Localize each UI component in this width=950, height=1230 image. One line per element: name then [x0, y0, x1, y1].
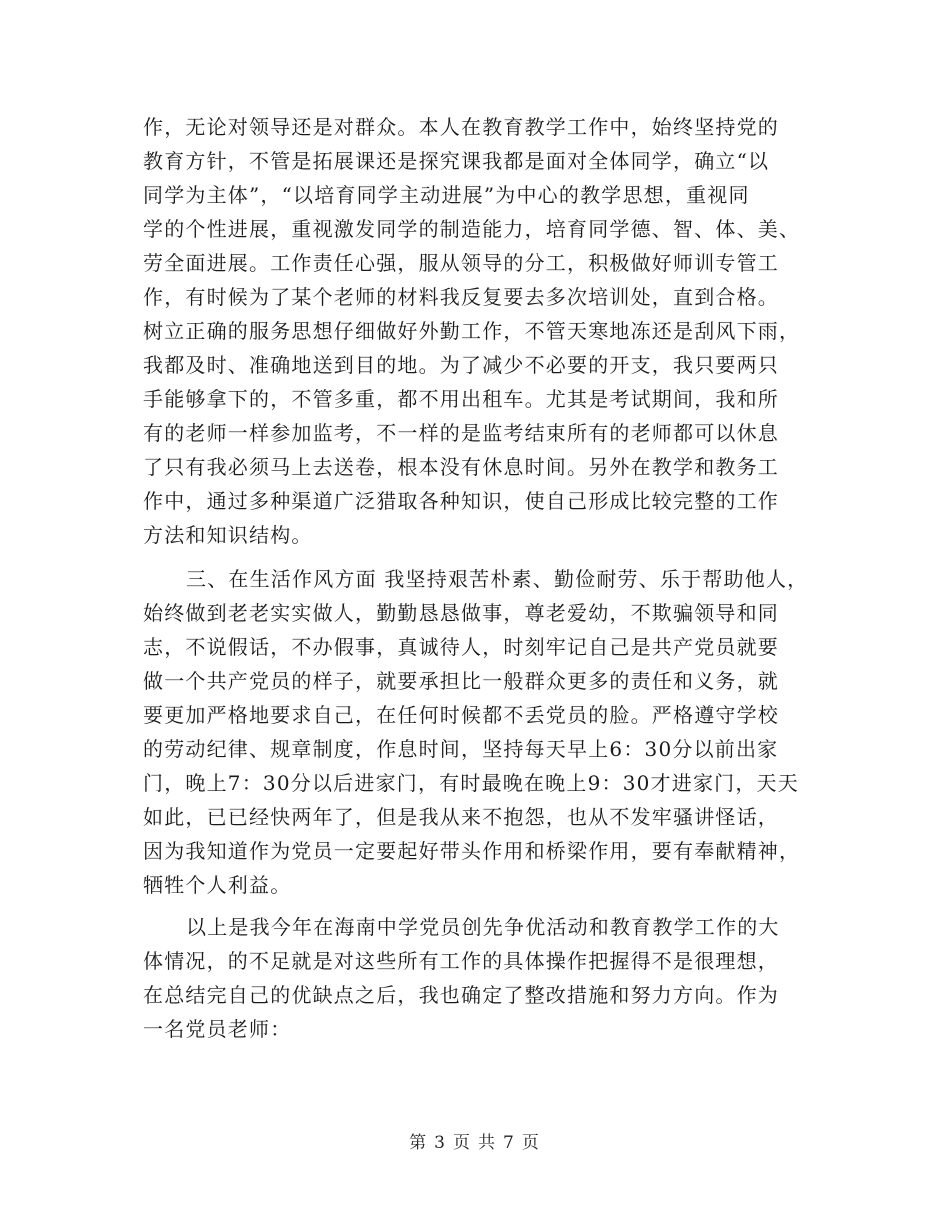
paragraph-line: 作，有时候为了某个老师的材料我反复要去多次培训处，直到合格。 — [143, 285, 779, 309]
paragraph-line: 学的个性进展，重视激发同学的制造能力，培育同学德、智、体、美、 — [143, 217, 801, 241]
page-number-current: 3 — [434, 1133, 447, 1153]
paragraph-line: 要更加严格地要求自己，在任何时候都不丢党员的脸。严格遵守学校 — [143, 703, 779, 727]
paragraph-line: 的劳动纪律、规章制度，作息时间，坚持每天早上6：30分以前出家 — [143, 737, 779, 761]
paragraph-line: 了只有我必须马上去送卷，根本没有休息时间。另外在教学和教务工 — [143, 455, 779, 479]
paragraph-line: 在总结完自己的优缺点之后，我也确定了整改措施和努力方向。作为 — [143, 983, 779, 1007]
paragraph-line: 树立正确的服务思想仔细做好外勤工作，不管天寒地冻还是刮风下雨， — [143, 319, 801, 343]
paragraph-line: 如此，已已经快两年了，但是我从来不抱怨，也从不发牢骚讲怪话， — [143, 805, 779, 829]
paragraph-line: 牺牲个人利益。 — [143, 873, 292, 897]
paragraph-line: 体情况，的不足就是对这些所有工作的具体操作把握得不是很理想， — [143, 949, 779, 973]
footer-total-word: 共 — [478, 1133, 497, 1153]
paragraph-line: 门，晚上7：30分以后进家门，有时最晚在晚上9：30才进家门，天天 — [143, 771, 799, 795]
paragraph-line: 教育方针，不管是拓展课还是探究课我都是面对全体同学，确立“以 — [143, 149, 770, 173]
paragraph-line: 三、在生活作风方面 我坚持艰苦朴素、勤俭耐劳、乐于帮助他人， — [186, 567, 809, 591]
paragraph-line: 我都及时、准确地送到目的地。为了减少不必要的开支，我只要两只 — [143, 353, 779, 377]
paragraph-line: 手能够拿下的，不管多重，都不用出租车。尤其是考试期间，我和所 — [143, 387, 779, 411]
paragraph-line: 以上是我今年在海南中学党员创先争优活动和教育教学工作的大 — [186, 915, 780, 939]
paragraph-line: 作中，通过多种渠道广泛猎取各种知识，使自己形成比较完整的工作 — [143, 489, 779, 513]
paragraph-line: 因为我知道作为党员一定要起好带头作用和桥梁作用，要有奉献精神， — [143, 839, 801, 863]
footer-prefix: 第 — [409, 1133, 429, 1153]
page-footer — [0, 1128, 950, 1153]
paragraph-line: 有的老师一样参加监考，不一样的是监考结束所有的老师都可以休息 — [143, 421, 779, 445]
footer-page-word: 页 — [453, 1133, 472, 1153]
page-number-total: 7 — [503, 1133, 516, 1153]
paragraph-line: 劳全面进展。工作责任心强，服从领导的分工，积极做好师训专管工 — [143, 251, 779, 275]
paragraph-line: 方法和知识结构。 — [143, 523, 313, 547]
paragraph-line: 始终做到老老实实做人，勤勤恳恳做事，尊老爱幼，不欺骗领导和同 — [143, 601, 779, 625]
paragraph-line: 做一个共产党员的样子，就要承担比一般群众更多的责任和义务，就 — [143, 669, 779, 693]
paragraph-line: 同学为主体”，“以培育同学主动进展”为中心的教学思想，重视同 — [143, 183, 750, 207]
footer-suffix: 页 — [521, 1133, 541, 1153]
paragraph-line: 一名党员老师： — [143, 1017, 292, 1041]
paragraph-line: 作，无论对领导还是对群众。本人在教育教学工作中，始终坚持党的 — [143, 115, 779, 139]
paragraph-line: 志，不说假话，不办假事，真诚待人，时刻牢记自己是共产党员就要 — [143, 635, 779, 659]
